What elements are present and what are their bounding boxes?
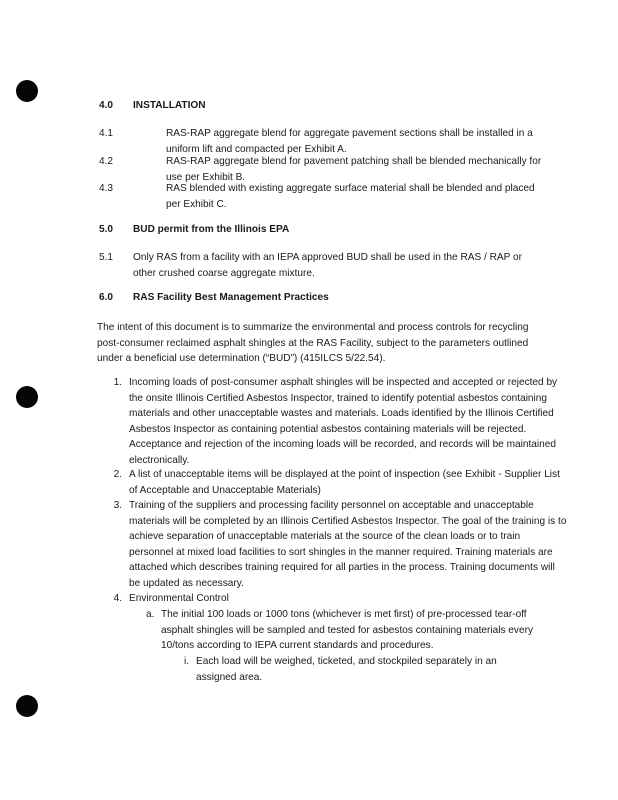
sub-item-letter: a. bbox=[146, 609, 155, 620]
item-number: 4.1 bbox=[99, 128, 114, 139]
list-number: 1. bbox=[113, 377, 122, 388]
list-number: 2. bbox=[113, 469, 122, 480]
list-item-text: Environmental Control bbox=[129, 593, 229, 604]
item-number: 4.2 bbox=[99, 156, 114, 167]
sub-item-text: The initial 100 loads or 1000 tons (whichever is met first) of pre-processed tear-off asphalt shingles will be sampled and tested for asbestos containing materials every 10/tons according to IEPA current standards and procedures. bbox=[161, 609, 533, 651]
item-text: RAS blended with existing aggregate surface material shall be blended and placed per Exhibit C. bbox=[166, 183, 535, 210]
item-text: RAS-RAP aggregate blend for aggregate pavement sections shall be installed in a uniform lift and compacted per Exhibit A. bbox=[166, 128, 533, 155]
punch-hole-middle bbox=[16, 386, 38, 408]
section-title: BUD permit from the Illinois EPA bbox=[133, 224, 290, 235]
list-number: 3. bbox=[113, 500, 122, 511]
section-number: 5.0 bbox=[99, 224, 114, 235]
section-title: INSTALLATION bbox=[133, 100, 206, 111]
item-number: 4.3 bbox=[99, 183, 114, 194]
sub-sub-item-text: Each load will be weighed, ticketed, and stockpiled separately in an assigned area. bbox=[196, 656, 497, 683]
sub-sub-item-numeral: i. bbox=[184, 656, 190, 667]
section-number: 4.0 bbox=[99, 100, 114, 111]
intro-paragraph: The intent of this document is to summarize the environmental and process controls for recycling post-consumer reclaimed asphalt shingles at the RAS Facility, subject to the parameters outlined under a beneficial use determination (“BUD”) (415ILCS 5/22.54). bbox=[97, 322, 529, 364]
item-number: 5.1 bbox=[99, 252, 114, 263]
punch-hole-bottom bbox=[16, 695, 38, 717]
list-item-text: A list of unacceptable items will be displayed at the point of inspection (see Exhibit - Supplier List of Acceptable and Unacceptable Materials) bbox=[129, 469, 560, 496]
item-text: Only RAS from a facility with an IEPA approved BUD shall be used in the RAS / RAP or other crushed coarse aggregate mixture. bbox=[133, 252, 522, 279]
section-title: RAS Facility Best Management Practices bbox=[133, 292, 329, 303]
list-number: 4. bbox=[113, 593, 122, 604]
section-number: 6.0 bbox=[99, 292, 114, 303]
list-item-text: Incoming loads of post-consumer asphalt shingles will be inspected and accepted or rejected by the onsite Illinois Certified Asbestos Inspector, trained to identify potential asbestos containing materials and other unacceptable wastes and materials. Loads identified by the Illinois Certified Asbestos Inspector as containing potential asbestos containing materials will be rejected. Acceptance and rejection of the incoming loads will be recorded, and records will be maintained electronically. bbox=[129, 377, 558, 466]
list-item-text: Training of the suppliers and processing facility personnel on acceptable and unacceptable materials will be completed by an Illinois Certified Asbestos Inspector. The goal of the training is to achieve separation of unacceptable materials at the source of the clean loads or to train personnel at mixed load facilities to sort shingles in the manner required. Training materials are attached which describes training required for all parties in the process. Training documents will be updated as necessary. bbox=[129, 500, 567, 589]
item-text: RAS-RAP aggregate blend for pavement patching shall be blended mechanically for use per Exhibit B. bbox=[166, 156, 542, 183]
punch-hole-top bbox=[16, 80, 38, 102]
